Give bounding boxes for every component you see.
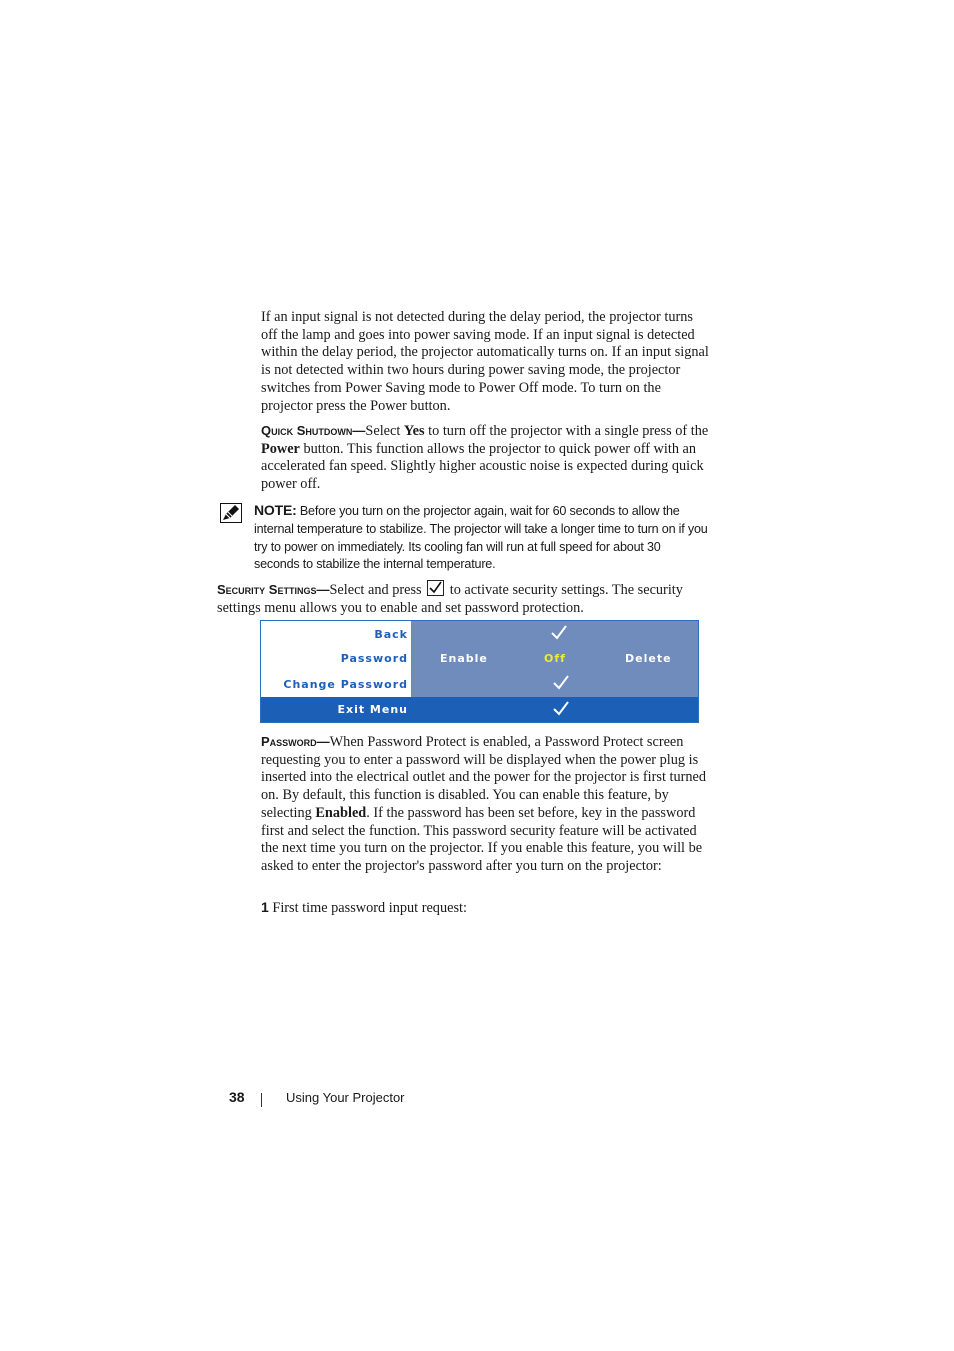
step-text: First time password input request:	[272, 900, 467, 916]
quick-shutdown-text-1: Select	[365, 423, 404, 439]
password-paragraph	[261, 733, 709, 876]
note-label: NOTE:	[254, 502, 297, 518]
quick-shutdown-power: Power	[261, 440, 300, 457]
footer-section-title: Using Your Projector	[286, 1090, 405, 1105]
security-settings-term: Security Settings—	[217, 582, 330, 597]
security-text-2: to activate security settings. The security settings menu allows you to enable and set password protection.	[217, 582, 683, 616]
quick-shutdown-text-3: button. This function allows the projector to quick power off with an accelerated fan speed. Slightly higher acoustic noise is expected during quick power off.	[261, 440, 704, 493]
note-pencil-icon	[220, 503, 242, 523]
security-settings-paragraph	[217, 580, 687, 617]
back-checkmark-icon[interactable]	[550, 624, 568, 640]
delay-paragraph: If an input signal is not detected during the delay period, the projector turns off the lamp and goes into power saving mode. If an input signal is detected within the delay period, the projector automatically turns on. If an input signal is not detected within two hours during power saving mode, the projector switches from Power Saving mode to Power Off mode. To turn on the projector press the Power button.	[261, 309, 709, 414]
quick-shutdown-yes: Yes	[403, 423, 425, 439]
menu-item-exit[interactable]: Exit Menu	[337, 703, 408, 716]
quick-shutdown-paragraph	[261, 422, 709, 494]
note-text: Before you turn on the projector again, wait for 60 seconds to allow the internal temperature to stabilize. The projector will take a longer time to turn on if you try to power on immediately. Its cooling fan will run at full speed for about 30 seconds to stabilize the internal temperature.	[254, 504, 708, 572]
menu-item-password[interactable]: Password	[340, 652, 408, 665]
password-term: Password—	[261, 734, 330, 749]
password-option-delete[interactable]: Delete	[625, 652, 672, 665]
password-text-1: When Password Protect is enabled, a Password Protect screen requesting you to enter a password will be displayed when the power plug is inserted into the electrical outlet and the power for the projector is first turned on. By default, this function is disabled. You can enable this feature, by selecting	[261, 734, 707, 821]
password-enabled: Enabled	[315, 804, 367, 821]
menu-item-change-password[interactable]: Change Password	[283, 678, 408, 691]
quick-shutdown-term: Quick Shutdown—	[261, 423, 366, 438]
menu-item-back[interactable]: Back	[374, 628, 408, 641]
security-settings-menu	[260, 620, 699, 723]
password-option-enable[interactable]: Enable	[440, 652, 488, 665]
security-text-1: Select and press	[329, 582, 426, 598]
page-number: 38	[229, 1089, 245, 1105]
step-number: 1	[261, 899, 269, 915]
quick-shutdown-text-2: to turn off the projector with a single press of the	[424, 423, 709, 439]
password-option-off[interactable]: Off	[544, 652, 566, 665]
step-item	[261, 899, 709, 918]
password-text-2: . If the password has been set before, key in the password first and select the function. This password security feature will be activated the next time you turn on the projector. If you enable this feature, you will be asked to enter the projector's password after you turn on the projector:	[261, 804, 703, 874]
exit-menu-bar[interactable]	[261, 697, 698, 722]
checkmark-key-icon	[427, 580, 444, 596]
exit-checkmark-icon[interactable]	[552, 700, 570, 716]
footer-divider	[261, 1093, 262, 1107]
note-block	[254, 502, 709, 574]
change-password-checkmark-icon[interactable]	[552, 674, 570, 690]
